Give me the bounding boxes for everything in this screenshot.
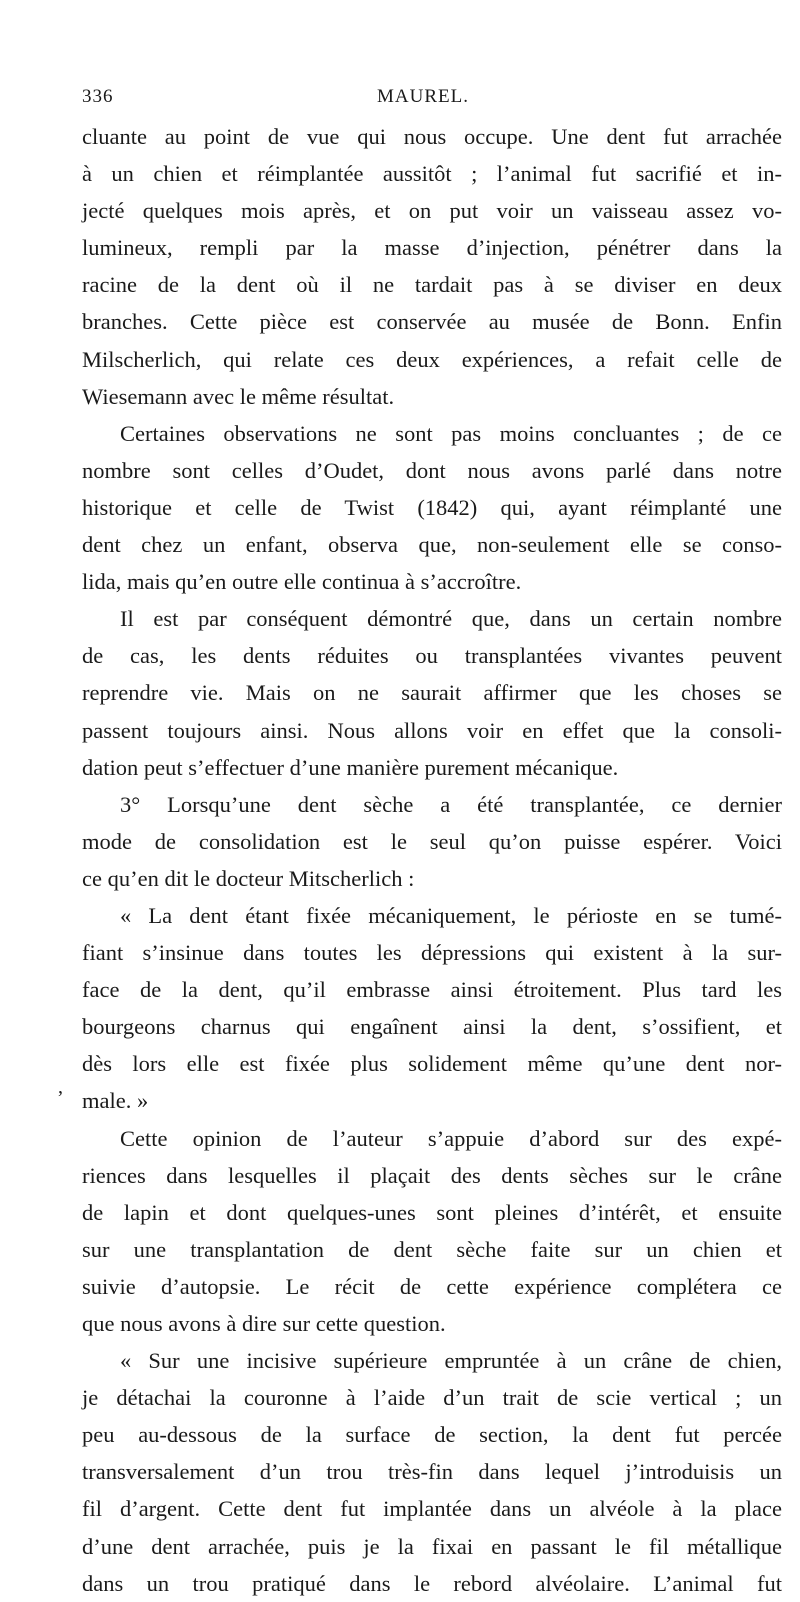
text-line: dès lors elle est fixée plus solidement même qu’une dent nor-: [82, 1051, 782, 1077]
text-line: cluante au point de vue qui nous occupe. Une dent fut arrachée: [82, 124, 782, 149]
text-line: nombre sont celles d’Oudet, dont nous avons parlé dans notre: [82, 457, 782, 483]
text-line: historique et celle de Twist (1842) qui, ayant réimplanté une: [82, 494, 782, 520]
text-line: fil d’argent. Cette dent fut implantée dans un alvéole à la place: [82, 1496, 782, 1522]
text-line: Cette opinion de l’auteur s’appuie d’abord sur des expé-: [120, 1125, 782, 1151]
text-line: Il est par conséquent démontré que, dans un certain nombre: [120, 606, 782, 632]
text-line: à un chien et réimplantée aussitôt ; l’animal fut sacrifié et in-: [82, 161, 782, 187]
text-line: mode de consolidation est le seul qu’on puisse espérer. Voici: [82, 828, 782, 854]
text-line: jecté quelques mois après, et on put voir un vaisseau assez vo-: [82, 198, 782, 224]
text-line: 3° Lorsqu’une dent sèche a été transplantée, ce dernier: [120, 791, 782, 817]
text-line: dans un trou pratiqué dans le rebord alvéolaire. L’animal fut: [82, 1570, 782, 1596]
text-line: reprendre vie. Mais on ne saurait affirmer que les choses se: [82, 680, 782, 706]
text-line: bourgeons charnus qui engaînent ainsi la dent, s’ossifient, et: [82, 1014, 782, 1040]
text-line: sur une transplantation de dent sèche faite sur un chien et: [82, 1236, 782, 1262]
page-number: 336: [82, 86, 114, 107]
text-line: lumineux, rempli par la masse d’injection, pénétrer dans la: [82, 235, 782, 261]
text-line: d’une dent arrachée, puis je la fixai en passant le fil métallique: [82, 1533, 782, 1559]
text-line: riences dans lesquelles il plaçait des dents sèches sur le crâne: [82, 1162, 782, 1188]
text-line: de lapin et dont quelques-unes sont pleines d’intérêt, et ensuite: [82, 1199, 782, 1225]
text-line: face de la dent, qu’il embrasse ainsi étroitement. Plus tard les: [82, 977, 782, 1003]
text-line: dent chez un enfant, observa que, non-seulement elle se conso-: [82, 532, 782, 558]
text-line: Certaines observations ne sont pas moins concluantes ; de ce: [120, 420, 782, 446]
text-line: de cas, les dents réduites ou transplantées vivantes peuvent: [82, 643, 782, 669]
text-line: « Sur une incisive supérieure empruntée à un crâne de chien,: [120, 1348, 782, 1374]
text-line: racine de la dent où il ne tardait pas à se diviser en deux: [82, 272, 782, 298]
text-line: lida, mais qu’en outre elle continua à s’accroître.: [82, 569, 522, 595]
text-line: suivie d’autopsie. Le récit de cette expérience complétera ce: [82, 1273, 782, 1299]
page-header: [82, 86, 764, 112]
text-line: peu au-dessous de la surface de section, la dent fut percée: [82, 1422, 782, 1448]
text-line: ce qu’en dit le docteur Mitscherlich :: [82, 865, 415, 891]
text-line: « La dent étant fixée mécaniquement, le périoste en se tumé-: [120, 902, 782, 928]
text-line: Wiesemann avec le même résultat.: [82, 383, 395, 409]
text-line: je détachai la couronne à l’aide d’un trait de scie vertical ; un: [82, 1385, 782, 1411]
text-line: dation peut s’effectuer d’une manière purement mécanique.: [82, 754, 619, 780]
text-line: passent toujours ainsi. Nous allons voir en effet que la consoli-: [82, 717, 782, 743]
text-line: male. »: [82, 1088, 149, 1114]
text-line: transversalement d’un trou très-fin dans lequel j’introduisis un: [82, 1459, 782, 1485]
text-line: que nous avons à dire sur cette question.: [82, 1311, 446, 1336]
running-title: MAUREL.: [377, 86, 469, 107]
margin-mark: ,: [58, 1076, 63, 1098]
text-line: Milscherlich, qui relate ces deux expériences, a refait celle de: [82, 346, 782, 372]
body-text: [82, 118, 782, 1602]
text-line: fiant s’insinue dans toutes les dépressions qui existent à la sur-: [82, 940, 782, 966]
text-line: branches. Cette pièce est conservée au musée de Bonn. Enfin: [82, 309, 782, 335]
